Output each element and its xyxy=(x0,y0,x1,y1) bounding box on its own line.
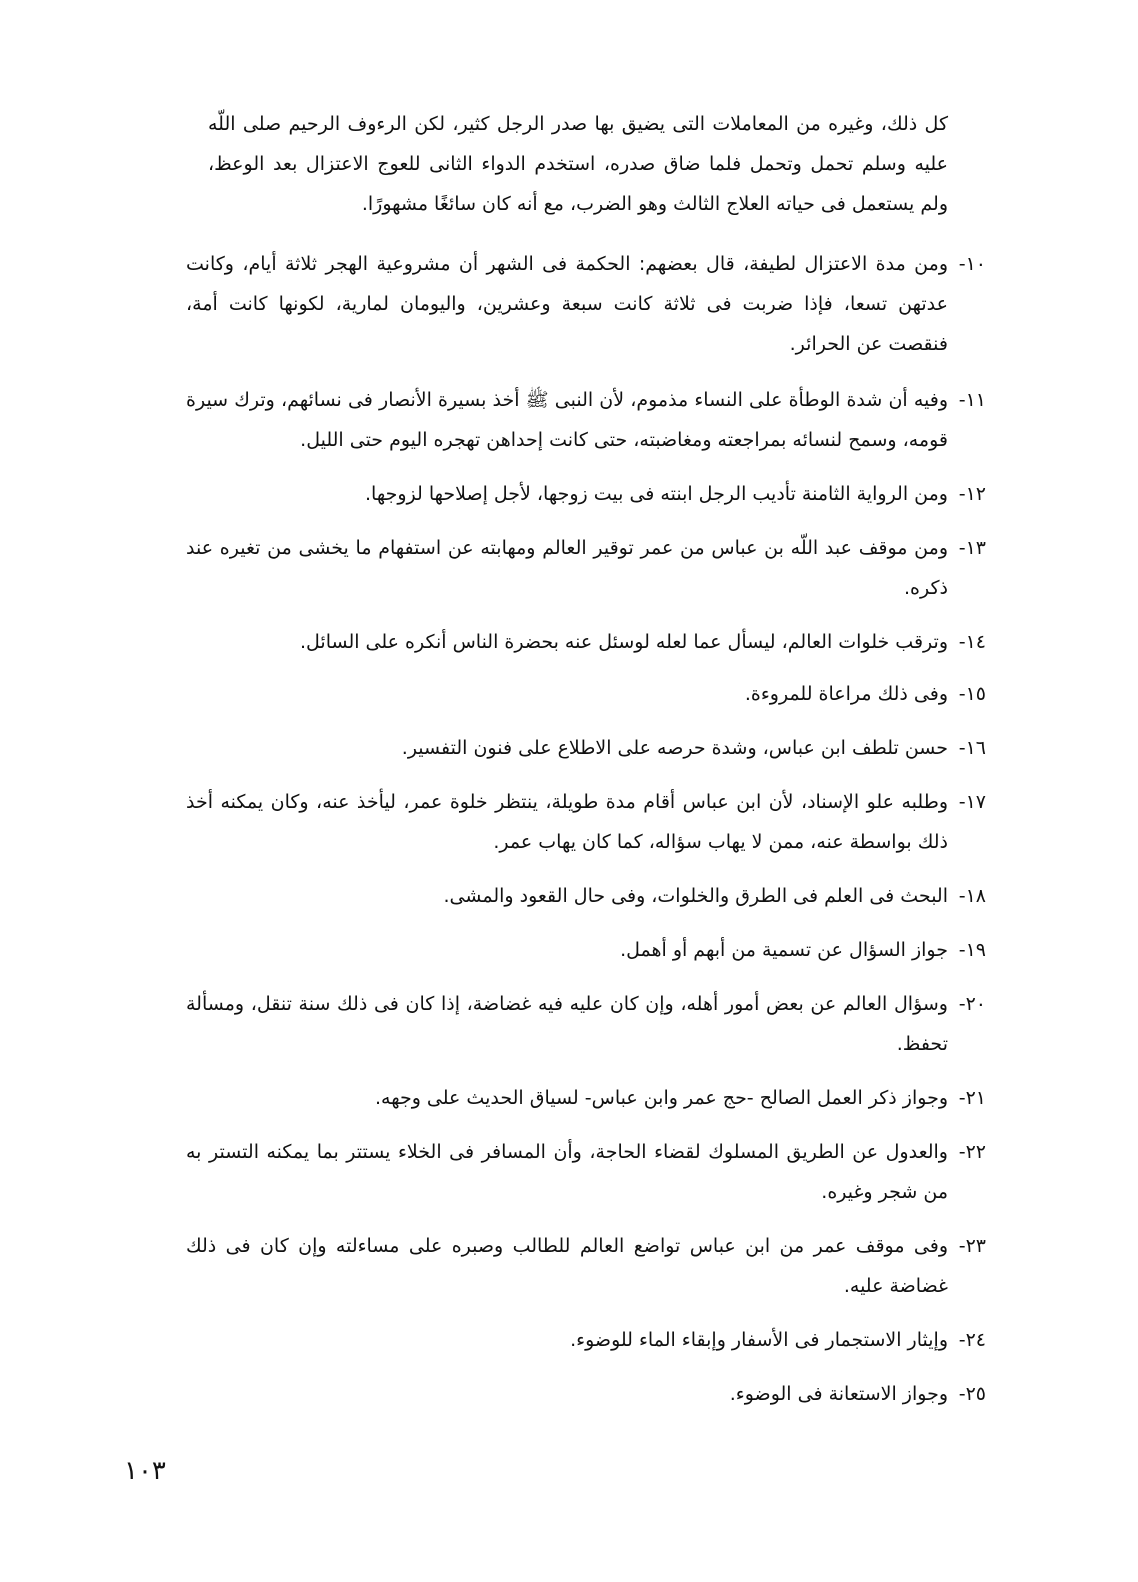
intro-paragraph: كل ذلك، وغيره من المعاملات التى يضيق بها صدر الرجل كثير، لكن الرءوف الرحيم صلى اللّه عليه وسلم تحمل وتحمل فلما ضاق صدره، استخدم الدواء الثانى للعوج الاعتزال بعد الوعظ، ولم يستعمل فى حياته العلاج الثالث وهو الضرب، مع أنه كان سائغًا مشهورًا. xyxy=(208,113,948,215)
list-item xyxy=(186,930,986,970)
item-text: وجواز ذكر العمل الصالح -حج عمر وابن عباس- لسياق الحديث على وجهه. xyxy=(374,1087,948,1109)
list-item xyxy=(186,674,986,714)
item-text: والعدول عن الطريق المسلوك لقضاء الحاجة، وأن المسافر فى الخلاء يستتر بما يمكنه التستر به من شجر وغيره. xyxy=(186,1141,948,1203)
item-text: ومن مدة الاعتزال لطيفة، قال بعضهم: الحكمة فى الشهر أن مشروعية الهجر ثلاثة أيام، وكانت عدتهن تسعا، فإذا ضربت فى ثلاثة كانت سبعة وعشرين، واليومان لمارية، لكونها كانت أمة، فنقصت عن الحرائر. xyxy=(186,253,948,355)
list-item xyxy=(186,474,986,514)
list-item xyxy=(186,1078,986,1118)
item-text: وطلبه علو الإسناد، لأن ابن عباس أقام مدة طويلة، ينتظر خلوة عمر، ليأخذ عنه، وكان يمكنه أخذ ذلك بواسطة عنه، ممن لا يهاب سؤاله، كما كان يهاب عمر. xyxy=(186,791,948,853)
list-item xyxy=(186,876,986,916)
item-number: ١٠- xyxy=(958,253,986,275)
list-item xyxy=(186,1132,986,1212)
item-number: ١٣- xyxy=(958,537,986,559)
item-number: ٢٢- xyxy=(958,1141,986,1163)
item-text: وإيثار الاستجمار فى الأسفار وإبقاء الماء للوضوء. xyxy=(570,1329,948,1351)
item-number: ١٢- xyxy=(958,483,986,505)
list-item xyxy=(186,1374,986,1414)
item-number: ١٧- xyxy=(958,791,986,813)
item-text: وجواز الاستعانة فى الوضوء. xyxy=(729,1383,948,1405)
item-number: ١٩- xyxy=(958,939,986,961)
item-text: وفى ذلك مراعاة للمروءة. xyxy=(744,683,948,705)
item-number: ١٤- xyxy=(958,631,986,653)
list-item xyxy=(186,380,986,460)
item-number: ٢١- xyxy=(958,1087,986,1109)
item-number: ٢٤- xyxy=(958,1329,986,1351)
item-text: حسن تلطف ابن عباس، وشدة حرصه على الاطلاع على فنون التفسير. xyxy=(401,737,948,759)
item-text: وفيه أن شدة الوطأة على النساء مذموم، لأن النبى ﷺ أخذ بسيرة الأنصار فى نسائهم، وترك سيرة قومه، وسمح لنسائه بمراجعته ومغاضبته، حتى كانت إحداهن تهجره اليوم حتى الليل. xyxy=(186,389,948,451)
item-text: ومن الرواية الثامنة تأديب الرجل ابنته فى بيت زوجها، لأجل إصلاحها لزوجها. xyxy=(365,483,948,505)
list-item xyxy=(186,1320,986,1360)
item-text: البحث فى العلم فى الطرق والخلوات، وفى حال القعود والمشى. xyxy=(443,885,948,907)
item-text: وترقب خلوات العالم، ليسأل عما لعله لوسئل عنه بحضرة الناس أنكره على السائل. xyxy=(299,631,948,653)
page-number: ١٠٣ xyxy=(124,1456,166,1486)
list-item xyxy=(186,728,986,768)
item-number: ١١- xyxy=(958,389,986,411)
item-text: جواز السؤال عن تسمية من أبهم أو أهمل. xyxy=(620,939,948,961)
item-text: وفى موقف عمر من ابن عباس تواضع العالم للطالب وصبره على مساءلته وإن كان فى ذلك غضاضة عليه. xyxy=(186,1235,948,1297)
list-item xyxy=(186,244,986,364)
item-number: ١٨- xyxy=(958,885,986,907)
item-number: ٢٠- xyxy=(958,993,986,1015)
item-number: ١٦- xyxy=(958,737,986,759)
item-number: ١٥- xyxy=(958,683,986,705)
list-item xyxy=(186,1226,986,1306)
item-text: وسؤال العالم عن بعض أمور أهله، وإن كان عليه فيه غضاضة، إذا كان فى ذلك سنة تنقل، ومسألة تحفظ. xyxy=(186,993,948,1055)
item-text: ومن موقف عبد اللّه بن عباس من عمر توقير العالم ومهابته عن استفهام ما يخشى من تغيره عند ذكره. xyxy=(186,537,948,599)
list-item xyxy=(186,782,986,862)
list-item xyxy=(186,622,986,662)
item-number: ٢٣- xyxy=(958,1235,986,1257)
item-number: ٢٥- xyxy=(958,1383,986,1405)
list-item xyxy=(186,528,986,608)
list-item xyxy=(186,984,986,1064)
